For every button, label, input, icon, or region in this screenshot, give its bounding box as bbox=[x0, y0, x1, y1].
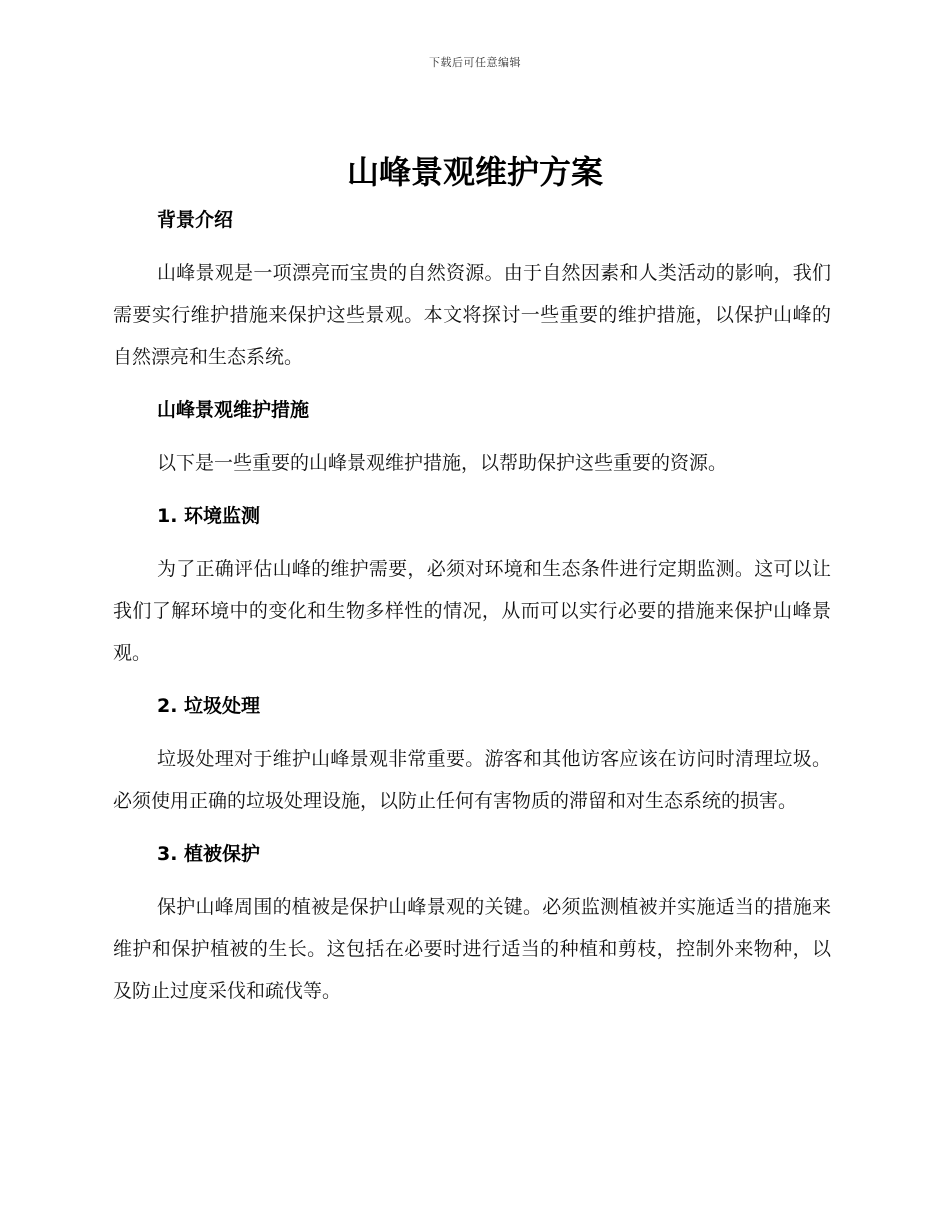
item-heading-vegetation-protection: 3. 植被保护 bbox=[157, 843, 261, 865]
item-paragraph-waste-disposal: 垃圾处理对于维护山峰景观非常重要。游客和其他访客应该在访问时清理垃圾。必须使用正确的垃圾处理设施，以防止任何有害物质的滞留和对生态系统的损害。 bbox=[113, 748, 831, 812]
item-heading-waste-disposal: 2. 垃圾处理 bbox=[157, 695, 261, 717]
item-heading-environment-monitoring: 1. 环境监测 bbox=[157, 505, 261, 527]
page-header-note: 下载后可任意编辑 bbox=[429, 56, 521, 69]
document-title: 山峰景观维护方案 bbox=[346, 153, 603, 191]
document-body bbox=[113, 199, 831, 1023]
item-paragraph-environment-monitoring: 为了正确评估山峰的维护需要，必须对环境和生态条件进行定期监测。这可以让我们了解环境中的变化和生物多样性的情况，从而可以实行必要的措施来保护山峰景观。 bbox=[113, 558, 831, 664]
section-heading-background: 背景介绍 bbox=[157, 209, 234, 231]
section-heading-measures: 山峰景观维护措施 bbox=[157, 399, 310, 421]
item-paragraph-vegetation-protection: 保护山峰周围的植被是保护山峰景观的关键。必须监测植被并实施适当的措施来维护和保护植被的生长。这包括在必要时进行适当的种植和剪枝，控制外来物种，以及防止过度采伐和疏伐等。 bbox=[113, 896, 831, 1002]
background-paragraph: 山峰景观是一项漂亮而宝贵的自然资源。由于自然因素和人类活动的影响，我们需要实行维护措施来保护这些景观。本文将探讨一些重要的维护措施，以保护山峰的自然漂亮和生态系统。 bbox=[113, 262, 831, 368]
measures-intro-paragraph: 以下是一些重要的山峰景观维护措施，以帮助保护这些重要的资源。 bbox=[157, 452, 728, 474]
